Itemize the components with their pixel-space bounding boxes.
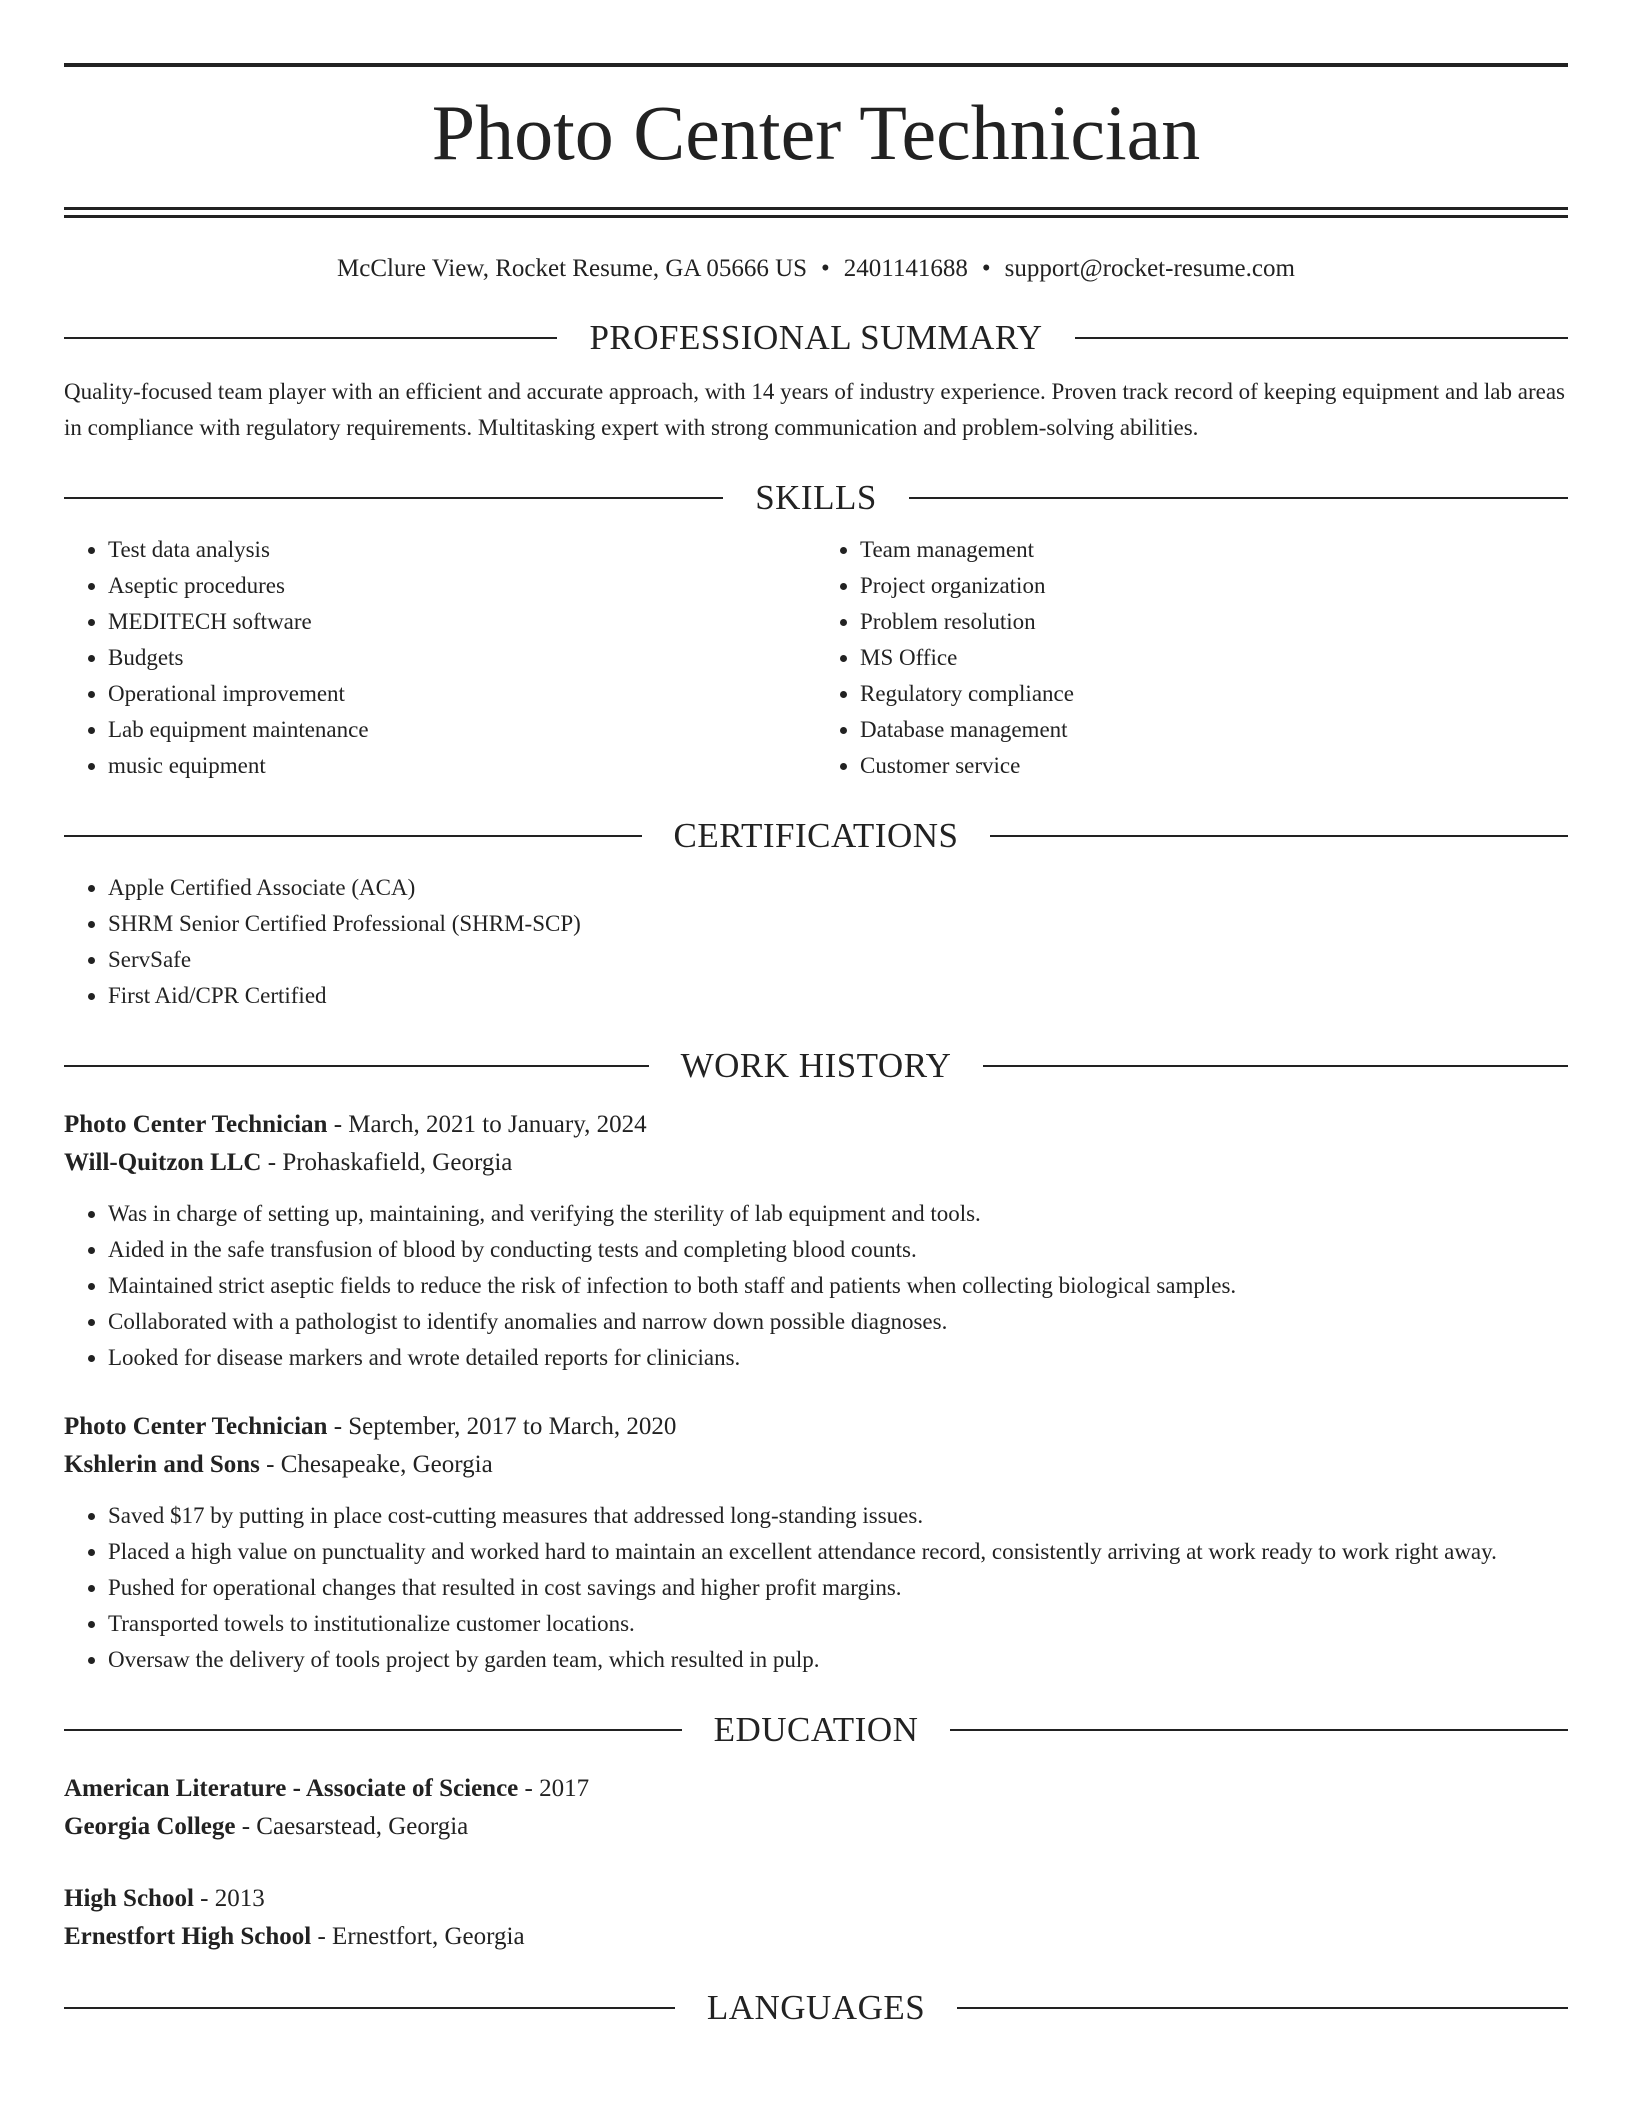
- skills-list: [64, 532, 1568, 784]
- skills-heading: SKILLS: [755, 478, 877, 517]
- job-title-line: [64, 1106, 1568, 1144]
- skill-item: • Aseptic procedures: [108, 568, 816, 604]
- skill-item: • MS Office: [860, 640, 1568, 676]
- languages-heading: LANGUAGES: [706, 1988, 926, 2027]
- skill-item: • Test data analysis: [108, 532, 816, 568]
- job-company: Kshlerin and Sons: [64, 1451, 260, 1478]
- job-bullet: • Saved $17 by putting in place cost-cutting measures that addressed long-standing issues.: [108, 1498, 1568, 1534]
- job-location: - Prohaskafield, Georgia: [261, 1149, 513, 1176]
- section-rule: [1075, 337, 1568, 339]
- skill-item: • Project organization: [860, 568, 1568, 604]
- summary-heading: PROFESSIONAL SUMMARY: [589, 318, 1043, 357]
- work-history-heading: WORK HISTORY: [680, 1046, 952, 1085]
- certification-item: • Apple Certified Associate (ACA): [108, 870, 1568, 906]
- section-rule: [990, 835, 1568, 837]
- section-rule: [64, 2007, 675, 2009]
- job-entry: [64, 1408, 1568, 1678]
- job-location: - Chesapeake, Georgia: [259, 1451, 493, 1478]
- section-rule: [64, 1065, 649, 1067]
- education-degree-line: [64, 1770, 1568, 1808]
- job-title: Photo Center Technician: [64, 1413, 328, 1440]
- work-history-section-header: [64, 1044, 1568, 1088]
- contact-separator: •: [821, 255, 830, 282]
- title-double-rule: [64, 207, 1568, 218]
- education-section-header: [64, 1708, 1568, 1752]
- section-rule: [64, 835, 642, 837]
- certifications-section-header: [64, 814, 1568, 858]
- title-block: [64, 85, 1568, 181]
- contact-separator: •: [981, 255, 991, 282]
- education-school-line: [64, 1918, 1568, 1956]
- certification-item: • ServSafe: [108, 942, 1568, 978]
- certification-item: • First Aid/CPR Certified: [108, 978, 1568, 1014]
- skill-item: • music equipment: [108, 748, 816, 784]
- job-bullets: [64, 1498, 1568, 1678]
- contact-phone: 2401141688: [843, 255, 968, 282]
- top-rule: [64, 63, 1568, 67]
- education-school: Georgia College: [64, 1813, 236, 1840]
- education-heading: EDUCATION: [713, 1710, 919, 1749]
- skill-item: • Budgets: [108, 640, 816, 676]
- job-entry: [64, 1106, 1568, 1376]
- education-degree-line: [64, 1880, 1568, 1918]
- skill-item: • Database management: [860, 712, 1568, 748]
- job-company-line: [64, 1446, 1568, 1484]
- skill-item: • Customer service: [860, 748, 1568, 784]
- skill-item: • MEDITECH software: [108, 604, 816, 640]
- education-degree: High School: [64, 1885, 194, 1912]
- education-year: - 2013: [193, 1885, 265, 1912]
- education-entry: [64, 1880, 1568, 1956]
- certification-item: • SHRM Senior Certified Professional (SHRM-SCP): [108, 906, 1568, 942]
- section-rule: [983, 1065, 1568, 1067]
- skills-column-right: [816, 532, 1568, 784]
- contact-email: support@rocket-resume.com: [1004, 255, 1295, 282]
- education-location: - Ernestfort, Georgia: [311, 1923, 525, 1950]
- job-bullet: • Collaborated with a pathologist to identify anomalies and narrow down possible diagnoses.: [108, 1304, 1568, 1340]
- job-bullet: • Was in charge of setting up, maintaining, and verifying the sterility of lab equipment and tools.: [108, 1196, 1568, 1232]
- education-degree: American Literature - Associate of Science: [64, 1775, 519, 1802]
- section-rule: [950, 1729, 1568, 1731]
- job-bullet: • Pushed for operational changes that resulted in cost savings and higher profit margins.: [108, 1570, 1568, 1606]
- education-location: - Caesarstead, Georgia: [235, 1813, 469, 1840]
- section-rule: [64, 1729, 682, 1731]
- section-rule: [957, 2007, 1568, 2009]
- contact-line: [64, 252, 1568, 286]
- page-title: Photo Center Technician: [431, 89, 1201, 176]
- job-bullet: • Looked for disease markers and wrote detailed reports for clinicians.: [108, 1340, 1568, 1376]
- education-school: Ernestfort High School: [64, 1923, 312, 1950]
- job-title: Photo Center Technician: [64, 1111, 328, 1138]
- certifications-list: [64, 870, 1568, 1014]
- summary-text: Quality-focused team player with an efficient and accurate approach, with 14 years of industry experience. Proven track record of keeping equipment and lab areas in compliance with regulatory requirements. Multitasking expert with strong communication and problem-solving abilities.: [64, 379, 1565, 440]
- job-bullet: • Maintained strict aseptic fields to reduce the risk of infection to both staff and patients when collecting biological samples.: [108, 1268, 1568, 1304]
- job-dates: - March, 2021 to January, 2024: [327, 1111, 647, 1138]
- skill-item: • Regulatory compliance: [860, 676, 1568, 712]
- contact-address: McClure View, Rocket Resume, GA 05666 US: [337, 255, 808, 282]
- languages-section-header: [64, 1986, 1568, 2030]
- job-title-line: [64, 1408, 1568, 1446]
- skills-column-left: [64, 532, 816, 784]
- job-dates: - September, 2017 to March, 2020: [327, 1413, 677, 1440]
- job-company-line: [64, 1144, 1568, 1182]
- skills-section-header: [64, 476, 1568, 520]
- skill-item: • Problem resolution: [860, 604, 1568, 640]
- job-bullet: • Aided in the safe transfusion of blood by conducting tests and completing blood counts.: [108, 1232, 1568, 1268]
- skill-item: • Team management: [860, 532, 1568, 568]
- summary-section-header: [64, 316, 1568, 360]
- section-rule: [64, 497, 723, 499]
- education-school-line: [64, 1808, 1568, 1846]
- skill-item: • Operational improvement: [108, 676, 816, 712]
- job-company: Will-Quitzon LLC: [64, 1149, 262, 1176]
- education-year: - 2017: [518, 1775, 590, 1802]
- job-bullet: • Oversaw the delivery of tools project by garden team, which resulted in pulp.: [108, 1642, 1568, 1678]
- section-rule: [64, 337, 557, 339]
- skill-item: • Lab equipment maintenance: [108, 712, 816, 748]
- job-bullet: • Transported towels to institutionalize customer locations.: [108, 1606, 1568, 1642]
- job-bullet: • Placed a high value on punctuality and worked hard to maintain an excellent attendance record, consistently arriving at work ready to work right away.: [108, 1534, 1568, 1570]
- education-entry: [64, 1770, 1568, 1846]
- section-rule: [909, 497, 1568, 499]
- certifications-heading: CERTIFICATIONS: [673, 816, 959, 855]
- job-bullets: [64, 1196, 1568, 1376]
